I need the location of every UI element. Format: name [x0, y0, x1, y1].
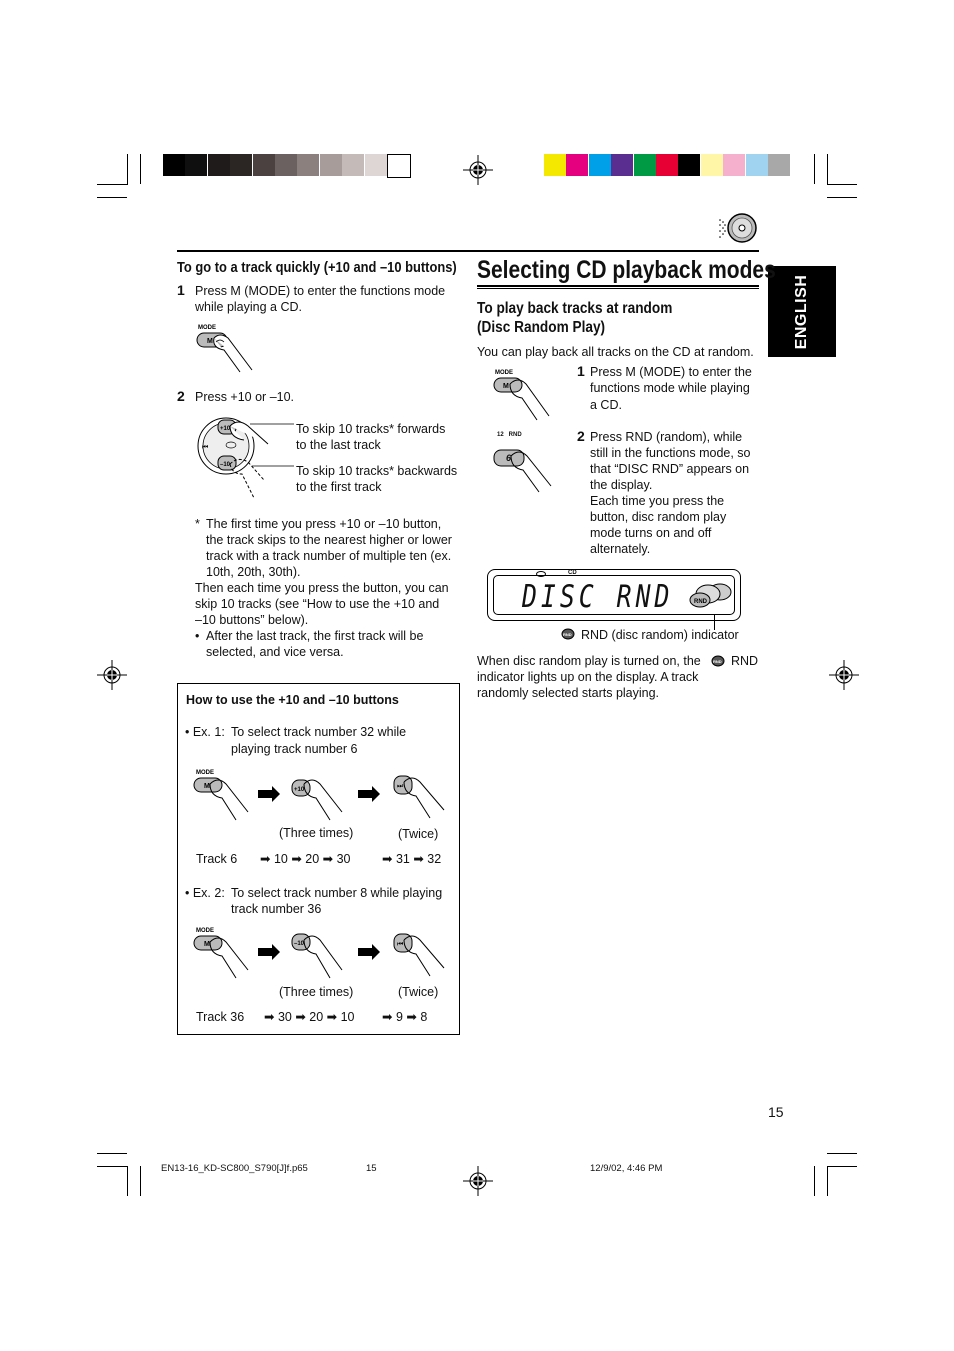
- plus-minus-10-dial-icon: [194, 410, 296, 502]
- crop-mark: [827, 184, 857, 185]
- step-text: while playing a CD.: [195, 300, 302, 314]
- rnd-key-label: 6: [506, 453, 512, 463]
- lcd-text: DISC RND: [522, 579, 674, 615]
- rnd-indicator-icon: [561, 628, 575, 640]
- press-count: (Twice): [398, 827, 439, 841]
- lcd-small-disc-icon: [536, 571, 546, 577]
- step-text: still in the functions mode, so: [590, 446, 751, 460]
- section-subheading: To play back tracks at random: [477, 300, 673, 317]
- track-sequence: ➡ 31 ➡ 32: [382, 852, 442, 866]
- example2-sequence-icon: [192, 924, 448, 980]
- step-text: a CD.: [590, 398, 622, 412]
- rnd-disc-indicator-icon: [688, 582, 734, 612]
- language-tab: [768, 266, 836, 357]
- svg-text:M: M: [204, 941, 210, 948]
- step-text: that “DISC RND” appears on: [590, 462, 750, 476]
- crop-mark: [97, 184, 128, 185]
- after-text: When disc random play is turned on, the: [477, 654, 701, 668]
- rnd-indicator-icon: [711, 655, 725, 667]
- note-asterisk: *: [195, 517, 200, 531]
- svg-text:–10: –10: [294, 941, 305, 947]
- color-swatch: [566, 154, 588, 176]
- note-bullet: •: [195, 629, 200, 643]
- example-label: • Ex. 1:: [185, 725, 225, 739]
- svg-text:MODE: MODE: [196, 928, 214, 934]
- color-swatch: [701, 154, 723, 176]
- footer-file: EN13-16_KD-SC800_S790[J]f.p65: [161, 1163, 308, 1174]
- step-number: 2: [577, 428, 585, 444]
- note-text: skip 10 tracks (see “How to use the +10 and: [195, 597, 440, 611]
- example-text: playing track number 6: [231, 742, 358, 756]
- svg-text:–10: –10: [220, 462, 231, 468]
- crop-mark: [814, 154, 815, 184]
- color-swatch: [611, 154, 633, 176]
- title-underline: [477, 285, 759, 287]
- left-heading: To go to a track quickly (+10 and –10 buttons): [177, 259, 457, 276]
- color-swatch: [163, 154, 185, 176]
- note-text: the track skips to the nearest higher or lower: [206, 533, 452, 547]
- press-count: (Three times): [279, 985, 354, 999]
- callout-backward: To skip 10 tracks* backwards: [296, 464, 458, 478]
- color-swatch: [365, 154, 387, 176]
- registration-mark-icon: [829, 660, 859, 690]
- track-sequence: Track 36: [196, 1010, 245, 1024]
- color-swatch: [342, 154, 364, 176]
- crop-mark: [97, 1166, 128, 1167]
- language-tab-label: ENGLISH: [793, 274, 810, 350]
- step-text: Press M (MODE) to enter the functions mode: [195, 284, 446, 298]
- color-swatch: [387, 154, 411, 178]
- after-text: RND: [731, 654, 759, 668]
- lcd-cd-indicator: CD: [568, 570, 577, 576]
- after-text: indicator lights up on the display. A track: [477, 670, 699, 684]
- footer-file-page: 15: [366, 1163, 377, 1174]
- color-swatch: [768, 154, 790, 176]
- svg-text:MODE: MODE: [198, 325, 216, 331]
- crop-mark: [127, 1166, 128, 1196]
- crop-mark: [827, 1166, 857, 1167]
- intro-text: You can play back all tracks on the CD at random.: [477, 345, 754, 359]
- note-text: track with a track number of multiple ten (ex.: [206, 549, 452, 563]
- color-swatch: [678, 154, 700, 176]
- step-text: the display.: [590, 478, 653, 492]
- page-number: 15: [768, 1104, 784, 1120]
- crop-mark: [827, 197, 857, 198]
- crop-mark: [827, 1153, 857, 1154]
- step-text: Press +10 or –10.: [195, 390, 295, 404]
- registration-mark-icon: [97, 660, 127, 690]
- svg-text:+10: +10: [294, 787, 305, 793]
- svg-text:RND: RND: [713, 659, 722, 664]
- crop-mark: [140, 1166, 141, 1196]
- step-number: 1: [177, 282, 185, 298]
- crop-mark: [97, 1153, 127, 1154]
- section-subheading: (Disc Random Play): [477, 319, 606, 336]
- cd-disc-icon: [716, 212, 760, 244]
- step-text: functions mode while playing: [590, 381, 750, 395]
- svg-text:RND: RND: [563, 632, 572, 637]
- svg-text:M: M: [503, 383, 509, 390]
- color-swatch: [656, 154, 678, 176]
- crop-mark: [127, 154, 128, 184]
- color-swatch: [275, 154, 297, 176]
- callout-forward: To skip 10 tracks* forwards: [296, 422, 446, 436]
- step-number: 2: [177, 388, 185, 404]
- rnd-button-label: 12 RND: [497, 432, 522, 438]
- color-swatch: [544, 154, 566, 176]
- svg-text:⏮: ⏮: [397, 941, 404, 948]
- step-text: mode turns on and off: [590, 526, 712, 540]
- color-swatch: [589, 154, 611, 176]
- step-text: button, disc random play: [590, 510, 727, 524]
- track-sequence: ➡ 9 ➡ 8: [382, 1010, 428, 1024]
- footer-date: 12/9/02, 4:46 PM: [590, 1163, 663, 1174]
- color-swatch: [230, 154, 252, 176]
- step-text: alternately.: [590, 542, 651, 556]
- color-swatch: [634, 154, 656, 176]
- howto-title: How to use the +10 and –10 buttons: [186, 693, 399, 707]
- after-text: randomly selected starts playing.: [477, 686, 660, 700]
- title-underline: [477, 288, 759, 289]
- registration-mark-icon: [463, 155, 493, 185]
- note-text: selected, and vice versa.: [206, 645, 344, 659]
- rnd-button-press-icon: [491, 440, 555, 496]
- svg-text:+10: +10: [220, 426, 231, 432]
- color-swatch: [297, 154, 319, 176]
- step-text: Each time you press the: [590, 494, 725, 508]
- color-swatch: [253, 154, 275, 176]
- press-count: (Three times): [279, 826, 354, 840]
- registration-mark-icon: [463, 1166, 493, 1196]
- lcd-display: [487, 569, 741, 621]
- crop-mark: [97, 197, 127, 198]
- example-text: To select track number 8 while playing: [231, 886, 443, 900]
- indicator-caption: RND (disc random) indicator: [581, 628, 739, 642]
- svg-text:⏮: ⏮: [202, 444, 209, 451]
- crop-mark: [827, 154, 828, 184]
- callout-forward: to the last track: [296, 438, 381, 452]
- crop-mark: [827, 1166, 828, 1196]
- svg-text:M: M: [204, 783, 210, 790]
- example-text: To select track number 32 while: [231, 725, 407, 739]
- crop-mark: [140, 154, 141, 184]
- color-swatch: [746, 154, 768, 176]
- step-number: 1: [577, 363, 585, 379]
- svg-text:MODE: MODE: [495, 370, 513, 376]
- note-text: –10 buttons” below).: [195, 613, 309, 627]
- note-text: 10th, 20th, 30th).: [206, 565, 301, 579]
- color-swatch: [185, 154, 207, 176]
- crop-mark: [814, 1166, 815, 1196]
- step-text: Press M (MODE) to enter the: [590, 365, 752, 379]
- svg-text:M: M: [207, 338, 213, 345]
- mode-button-press-icon: [194, 320, 258, 374]
- step-text: Press RND (random), while: [590, 430, 743, 444]
- track-sequence: ➡ 30 ➡ 20 ➡ 10: [264, 1010, 355, 1024]
- example1-sequence-icon: [192, 766, 448, 822]
- page-title: Selecting CD playback modes: [477, 256, 776, 284]
- track-sequence: Track 6: [196, 852, 238, 866]
- note-text: Then each time you press the button, you can: [195, 581, 449, 595]
- color-swatch: [208, 154, 230, 176]
- note-text: The first time you press +10 or –10 button,: [206, 517, 442, 531]
- section-rule: [177, 250, 759, 252]
- example-text: track number 36: [231, 902, 322, 916]
- svg-text:RND: RND: [694, 599, 707, 605]
- svg-text:⏭: ⏭: [397, 783, 404, 790]
- press-count: (Twice): [398, 985, 439, 999]
- example-label: • Ex. 2:: [185, 886, 225, 900]
- color-swatch: [723, 154, 745, 176]
- note-text: After the last track, the first track will be: [206, 629, 424, 643]
- mode-button-press-icon: [491, 366, 555, 422]
- track-sequence: ➡ 10 ➡ 20 ➡ 30: [260, 852, 351, 866]
- svg-text:MODE: MODE: [196, 770, 214, 776]
- color-swatch: [320, 154, 342, 176]
- callout-backward: to the first track: [296, 480, 382, 494]
